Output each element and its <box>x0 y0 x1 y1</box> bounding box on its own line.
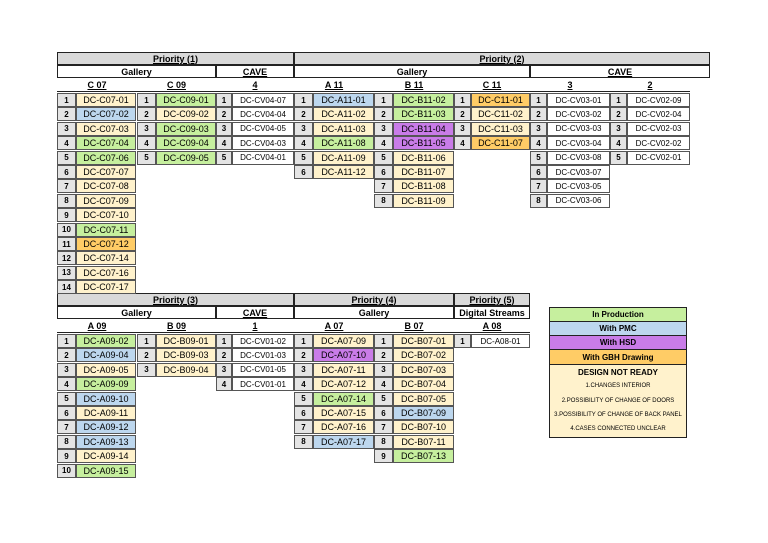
row-number-b09: 2 <box>137 348 156 362</box>
row-number-a07: 5 <box>294 392 313 406</box>
item-code-cell-cv2: DC-CV02-04 <box>627 107 690 121</box>
legend-design-not-ready <box>550 365 686 437</box>
row-number-a11: 3 <box>294 122 313 136</box>
item-code-cell-c09: DC-C09-04 <box>156 136 216 150</box>
design-not-ready-title: DESIGN NOT READY <box>577 368 658 377</box>
item-code-cell-a09: DC-A09-15 <box>76 464 136 478</box>
row-number-b07: 8 <box>374 435 393 449</box>
row-number-c07: 12 <box>57 251 76 265</box>
row-number-c09: 2 <box>137 107 156 121</box>
priority-1-gallery-header: Gallery <box>57 65 216 78</box>
item-code-cell-b07: DC-B07-11 <box>393 435 454 449</box>
row-number-b07: 4 <box>374 377 393 391</box>
item-code-cell-cv3: DC-CV03-05 <box>547 179 610 193</box>
item-code-cell-c07: DC-C07-03 <box>76 122 136 136</box>
item-code-cell-c07: DC-C07-04 <box>76 136 136 150</box>
item-code-cell-cv2: DC-CV02-09 <box>627 93 690 107</box>
item-code-cell-cv1: DC-CV01-03 <box>232 348 294 362</box>
item-code-cell-a09: DC-A09-02 <box>76 334 136 348</box>
design-note-4: 4.CASES CONNECTED UNCLEAR <box>570 426 666 432</box>
item-code-cell-c09: DC-C09-01 <box>156 93 216 107</box>
column-header-cv03: 3 <box>530 78 610 92</box>
row-number-a09: 5 <box>57 392 76 406</box>
row-number-b11: 3 <box>374 122 393 136</box>
item-code-cell-b07: DC-B07-09 <box>393 406 454 420</box>
item-code-cell-c07: DC-C07-09 <box>76 194 136 208</box>
item-code-cell-b07: DC-B07-10 <box>393 420 454 434</box>
item-code-cell-c07: DC-C07-11 <box>76 223 136 237</box>
row-number-c07: 6 <box>57 165 76 179</box>
row-number-cv3: 6 <box>530 165 547 179</box>
column-header-a07: A 07 <box>294 319 374 333</box>
row-number-b07: 1 <box>374 334 393 348</box>
row-number-a09: 7 <box>57 420 76 434</box>
item-code-cell-b07: DC-B07-03 <box>393 363 454 377</box>
item-code-cell-a07: DC-A07-09 <box>313 334 374 348</box>
priority-1-header: Priority (1) <box>57 52 294 65</box>
row-number-a07: 8 <box>294 435 313 449</box>
item-code-cell-cv2: DC-CV02-03 <box>627 122 690 136</box>
row-number-cv2: 4 <box>610 136 627 150</box>
legend-with-gbh-drawing: With GBH Drawing <box>550 350 686 365</box>
row-number-b09: 3 <box>137 363 156 377</box>
item-code-cell-a07: DC-A07-12 <box>313 377 374 391</box>
column-header-b11: B 11 <box>374 78 454 92</box>
row-number-a07: 4 <box>294 377 313 391</box>
item-code-cell-a09: DC-A09-05 <box>76 363 136 377</box>
priority-1-cave-header: CAVE <box>216 65 294 78</box>
item-code-cell-b11: DC-B11-02 <box>393 93 454 107</box>
row-number-a11: 1 <box>294 93 313 107</box>
priority-4-header: Priority (4) <box>294 293 454 306</box>
row-number-b07: 6 <box>374 406 393 420</box>
item-code-cell-a11: DC-A11-01 <box>313 93 374 107</box>
item-code-cell-cv4: DC-CV04-05 <box>232 122 294 136</box>
row-number-c11: 2 <box>454 107 471 121</box>
item-code-cell-a09: DC-A09-12 <box>76 420 136 434</box>
row-number-a09: 10 <box>57 464 76 478</box>
design-note-2: 2.POSSIBILITY OF CHANGE OF DOORS <box>561 398 675 404</box>
row-number-c07: 3 <box>57 122 76 136</box>
item-code-cell-a07: DC-A07-11 <box>313 363 374 377</box>
row-number-a07: 6 <box>294 406 313 420</box>
row-number-a07: 1 <box>294 334 313 348</box>
row-number-cv3: 2 <box>530 107 547 121</box>
row-number-a09: 1 <box>57 334 76 348</box>
row-number-b11: 6 <box>374 165 393 179</box>
row-number-cv3: 3 <box>530 122 547 136</box>
row-number-cv1: 4 <box>216 377 232 391</box>
row-number-a11: 4 <box>294 136 313 150</box>
row-number-c07: 14 <box>57 280 76 294</box>
row-number-a07: 3 <box>294 363 313 377</box>
item-code-cell-b09: DC-B09-01 <box>156 334 216 348</box>
item-code-cell-c07: DC-C07-17 <box>76 280 136 294</box>
item-code-cell-a09: DC-A09-14 <box>76 449 136 463</box>
row-number-a07: 7 <box>294 420 313 434</box>
priority-5-header: Priority (5) <box>454 293 530 306</box>
row-number-b11: 1 <box>374 93 393 107</box>
item-code-cell-a09: DC-A09-09 <box>76 377 136 391</box>
item-code-cell-b07: DC-B07-01 <box>393 334 454 348</box>
item-code-cell-cv3: DC-CV03-02 <box>547 107 610 121</box>
row-number-b11: 8 <box>374 194 393 208</box>
legend <box>549 307 687 438</box>
item-code-cell-b07: DC-B07-05 <box>393 392 454 406</box>
row-number-c07: 5 <box>57 151 76 165</box>
item-code-cell-cv3: DC-CV03-08 <box>547 151 610 165</box>
item-code-cell-c07: DC-C07-01 <box>76 93 136 107</box>
item-code-cell-c07: DC-C07-14 <box>76 251 136 265</box>
item-code-cell-a07: DC-A07-10 <box>313 348 374 362</box>
row-number-cv4: 3 <box>216 122 232 136</box>
row-number-c07: 2 <box>57 107 76 121</box>
row-number-b07: 5 <box>374 392 393 406</box>
item-code-cell-c07: DC-C07-16 <box>76 266 136 280</box>
item-code-cell-c11: DC-C11-07 <box>471 136 530 150</box>
column-header-cv02: 2 <box>610 78 690 92</box>
row-number-c09: 4 <box>137 136 156 150</box>
row-number-c09: 5 <box>137 151 156 165</box>
row-number-cv2: 5 <box>610 151 627 165</box>
item-code-cell-cv3: DC-CV03-01 <box>547 93 610 107</box>
item-code-cell-cv2: DC-CV02-01 <box>627 151 690 165</box>
item-code-cell-b09: DC-B09-04 <box>156 363 216 377</box>
item-code-cell-a09: DC-A09-10 <box>76 392 136 406</box>
row-number-b07: 2 <box>374 348 393 362</box>
row-number-b11: 2 <box>374 107 393 121</box>
row-number-b11: 5 <box>374 151 393 165</box>
item-code-cell-a11: DC-A11-02 <box>313 107 374 121</box>
item-code-cell-b07: DC-B07-04 <box>393 377 454 391</box>
item-code-cell-a11: DC-A11-09 <box>313 151 374 165</box>
item-code-cell-cv3: DC-CV03-03 <box>547 122 610 136</box>
column-header-b09: B 09 <box>137 319 216 333</box>
row-number-b11: 7 <box>374 179 393 193</box>
item-code-cell-cv4: DC-CV04-03 <box>232 136 294 150</box>
item-code-cell-c07: DC-C07-02 <box>76 107 136 121</box>
row-number-a11: 2 <box>294 107 313 121</box>
row-number-c07: 7 <box>57 179 76 193</box>
item-code-cell-a08: DC-A08-01 <box>471 334 530 348</box>
item-code-cell-cv4: DC-CV04-01 <box>232 151 294 165</box>
row-number-a09: 3 <box>57 363 76 377</box>
row-number-cv1: 2 <box>216 348 232 362</box>
column-header-a11: A 11 <box>294 78 374 92</box>
item-code-cell-c09: DC-C09-05 <box>156 151 216 165</box>
item-code-cell-a11: DC-A11-12 <box>313 165 374 179</box>
item-code-cell-a07: DC-A07-14 <box>313 392 374 406</box>
row-number-a09: 4 <box>57 377 76 391</box>
row-number-cv1: 3 <box>216 363 232 377</box>
row-number-c07: 4 <box>57 136 76 150</box>
row-number-cv3: 4 <box>530 136 547 150</box>
priority-3-gallery-header: Gallery <box>57 306 216 319</box>
column-header-a09: A 09 <box>57 319 137 333</box>
row-number-a09: 2 <box>57 348 76 362</box>
item-code-cell-cv4: DC-CV04-04 <box>232 107 294 121</box>
priority-3-header: Priority (3) <box>57 293 294 306</box>
column-header-b07: B 07 <box>374 319 454 333</box>
priority-3-cave-header: CAVE <box>216 306 294 319</box>
row-number-a08: 1 <box>454 334 471 348</box>
item-code-cell-cv3: DC-CV03-07 <box>547 165 610 179</box>
item-code-cell-a07: DC-A07-15 <box>313 406 374 420</box>
row-number-cv2: 1 <box>610 93 627 107</box>
column-header-a08: A 08 <box>454 319 530 333</box>
item-code-cell-a11: DC-A11-03 <box>313 122 374 136</box>
item-code-cell-b09: DC-B09-03 <box>156 348 216 362</box>
item-code-cell-b11: DC-B11-04 <box>393 122 454 136</box>
row-number-cv3: 7 <box>530 179 547 193</box>
row-number-cv3: 8 <box>530 194 547 208</box>
item-code-cell-a09: DC-A09-11 <box>76 406 136 420</box>
item-code-cell-b11: DC-B11-06 <box>393 151 454 165</box>
item-code-cell-a07: DC-A07-16 <box>313 420 374 434</box>
row-number-c11: 1 <box>454 93 471 107</box>
column-header-cv01: 1 <box>216 319 294 333</box>
row-number-b11: 4 <box>374 136 393 150</box>
item-code-cell-b11: DC-B11-05 <box>393 136 454 150</box>
row-number-cv3: 1 <box>530 93 547 107</box>
row-number-a11: 6 <box>294 165 313 179</box>
design-note-1: 1.CHANGES INTERIOR <box>585 383 651 389</box>
legend-in-production: In Production <box>550 308 686 322</box>
item-code-cell-cv1: DC-CV01-05 <box>232 363 294 377</box>
row-number-c09: 1 <box>137 93 156 107</box>
item-code-cell-cv1: DC-CV01-01 <box>232 377 294 391</box>
item-code-cell-b11: DC-B11-03 <box>393 107 454 121</box>
row-number-c07: 1 <box>57 93 76 107</box>
priority-4-gallery-header: Gallery <box>294 306 454 319</box>
item-code-cell-b11: DC-B11-07 <box>393 165 454 179</box>
column-header-cv04: 4 <box>216 78 294 92</box>
row-number-cv3: 5 <box>530 151 547 165</box>
item-code-cell-cv1: DC-CV01-02 <box>232 334 294 348</box>
row-number-a09: 6 <box>57 406 76 420</box>
priority-2-cave-header: CAVE <box>530 65 710 78</box>
row-number-c07: 13 <box>57 266 76 280</box>
row-number-b07: 7 <box>374 420 393 434</box>
item-code-cell-cv4: DC-CV04-07 <box>232 93 294 107</box>
column-header-c07: C 07 <box>57 78 137 92</box>
priority-2-header: Priority (2) <box>294 52 710 65</box>
item-code-cell-c07: DC-C07-10 <box>76 208 136 222</box>
row-number-b07: 9 <box>374 449 393 463</box>
row-number-b07: 3 <box>374 363 393 377</box>
row-number-c09: 3 <box>137 122 156 136</box>
item-code-cell-c07: DC-C07-06 <box>76 151 136 165</box>
row-number-c11: 3 <box>454 122 471 136</box>
row-number-a09: 8 <box>57 435 76 449</box>
row-number-b09: 1 <box>137 334 156 348</box>
row-number-c07: 9 <box>57 208 76 222</box>
item-code-cell-c07: DC-C07-12 <box>76 237 136 251</box>
row-number-cv2: 2 <box>610 107 627 121</box>
design-note-3: 3.POSSIBILITY OF CHANGE OF BACK PANEL <box>554 412 682 418</box>
row-number-c07: 11 <box>57 237 76 251</box>
row-number-cv2: 3 <box>610 122 627 136</box>
row-number-cv4: 5 <box>216 151 232 165</box>
item-code-cell-a09: DC-A09-04 <box>76 348 136 362</box>
item-code-cell-b07: DC-B07-02 <box>393 348 454 362</box>
legend-with-hsd: With HSD <box>550 336 686 350</box>
item-code-cell-b07: DC-B07-13 <box>393 449 454 463</box>
row-number-cv4: 2 <box>216 107 232 121</box>
item-code-cell-b11: DC-B11-09 <box>393 194 454 208</box>
row-number-cv1: 1 <box>216 334 232 348</box>
item-code-cell-a07: DC-A07-17 <box>313 435 374 449</box>
item-code-cell-a11: DC-A11-08 <box>313 136 374 150</box>
row-number-cv4: 1 <box>216 93 232 107</box>
item-code-cell-c11: DC-C11-02 <box>471 107 530 121</box>
row-number-c07: 10 <box>57 223 76 237</box>
row-number-c11: 4 <box>454 136 471 150</box>
item-code-cell-c11: DC-C11-01 <box>471 93 530 107</box>
item-code-cell-b11: DC-B11-08 <box>393 179 454 193</box>
column-header-c11: C 11 <box>454 78 530 92</box>
item-code-cell-cv3: DC-CV03-04 <box>547 136 610 150</box>
item-code-cell-cv3: DC-CV03-06 <box>547 194 610 208</box>
item-code-cell-cv2: DC-CV02-02 <box>627 136 690 150</box>
row-number-a11: 5 <box>294 151 313 165</box>
row-number-a07: 2 <box>294 348 313 362</box>
row-number-c07: 8 <box>57 194 76 208</box>
row-number-a09: 9 <box>57 449 76 463</box>
legend-with-pmc: With PMC <box>550 322 686 336</box>
item-code-cell-c07: DC-C07-08 <box>76 179 136 193</box>
row-number-cv4: 4 <box>216 136 232 150</box>
item-code-cell-c11: DC-C11-03 <box>471 122 530 136</box>
item-code-cell-c09: DC-C09-03 <box>156 122 216 136</box>
priority-5-digital-streams-header: Digital Streams <box>454 306 530 319</box>
item-code-cell-c07: DC-C07-07 <box>76 165 136 179</box>
column-header-c09: C 09 <box>137 78 216 92</box>
priority-2-gallery-header: Gallery <box>294 65 530 78</box>
item-code-cell-c09: DC-C09-02 <box>156 107 216 121</box>
item-code-cell-a09: DC-A09-13 <box>76 435 136 449</box>
